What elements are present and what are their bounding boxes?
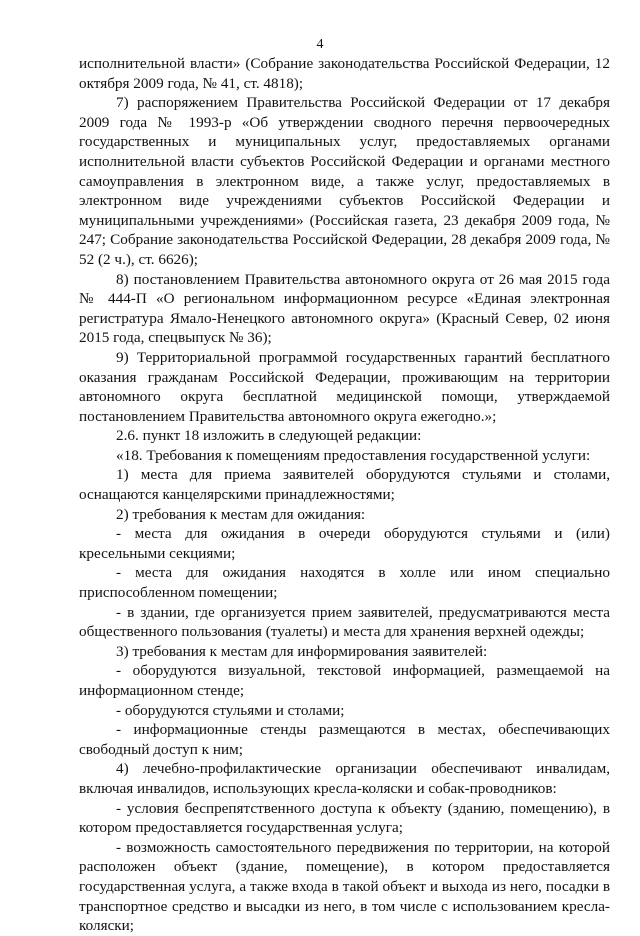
page-number: 4 <box>316 37 324 52</box>
paragraph: - оборудуются визуальной, текстовой информацией, размещаемой на информационном стенде; <box>79 662 610 699</box>
paragraph: - условия беспрепятственного доступа к объекту (зданию, помещению), в котором предоставляется государственная услуга; <box>79 799 610 837</box>
paragraph: - места для ожидания находятся в холле или ином специально приспособленном помещении; <box>79 564 610 602</box>
paragraph: «18. Требования к помещениям предоставления государственной услуги: <box>116 446 591 464</box>
paragraph: - возможность самостоятельного передвижения по территории, на которой расположен объект (здание, помещение), в котором предоставляется государственная услуга, а также входа в такой объект и выхода из него, посадки в транспортное средство и высадки из него, в том числе с использованием кресла-коляски; <box>79 838 610 935</box>
document-body <box>79 54 610 936</box>
paragraph: 8) постановлением Правительства автономного округа от 26 мая 2015 года № 444-П «О региональном информационном ресурсе «Единая электронная регистратура Ямало-Ненецкого автономного округа» (Красный Север, 02 июня 2015 года, спецвыпуск № 36); <box>79 270 610 347</box>
paragraph: 4) лечебно-профилактические организации обеспечивают инвалидам, включая инвалидов, использующих кресла-коляски и собак-проводников: <box>79 760 610 797</box>
paragraph: 7) распоряжением Правительства Российской Федерации от 17 декабря 2009 года № 1993-р «Об утверждении сводного перечня первоочередных государственных и муниципальных услуг, предоставляемых органами исполнительной власти субъектов Российской Федерации и органами местного самоуправления в электронном виде, а также услуг, предоставляемых в электронном виде учреждениями субъектов Российской Федерации и муниципальными учреждениями» (Российская газета, 23 декабря 2009 года, № 247; Собрание законодательства Российской Федерации, 28 декабря 2009 года, № 52 (2 ч.), ст. 6626); <box>79 94 610 268</box>
paragraph: - информационные стенды размещаются в местах, обеспечивающих свободный доступ к ним; <box>79 721 610 758</box>
paragraph: 2) требования к местам для ожидания: <box>116 505 366 523</box>
paragraph: исполнительной власти» (Собрание законодательства Российской Федерации, 12 октября 2009 года, № 41, ст. 4818); <box>79 55 610 92</box>
paragraph: - оборудуются стульями и столами; <box>116 701 345 719</box>
paragraph: - в здании, где организуется прием заявителей, предусматриваются места общественного пользования (туалеты) и места для хранения верхней одежды; <box>79 603 610 641</box>
paragraph: 1) места для приема заявителей оборудуются стульями и столами, оснащаются канцелярскими принадлежностями; <box>79 466 610 504</box>
paragraph: - места для ожидания в очереди оборудуются стульями и (или) кресельными секциями; <box>79 525 610 562</box>
paragraph: 2.6. пункт 18 изложить в следующей редакции: <box>116 427 422 445</box>
paragraph: 9) Территориальной программой государственных гарантий бесплатного оказания гражданам Российской Федерации, проживающим на территории автономного округа бесплатной медицинской помощи, утверждаемой постановлением Правительства автономного округа ежегодно.»; <box>79 348 610 425</box>
paragraph: 3) требования к местам для информирования заявителей: <box>116 642 488 660</box>
